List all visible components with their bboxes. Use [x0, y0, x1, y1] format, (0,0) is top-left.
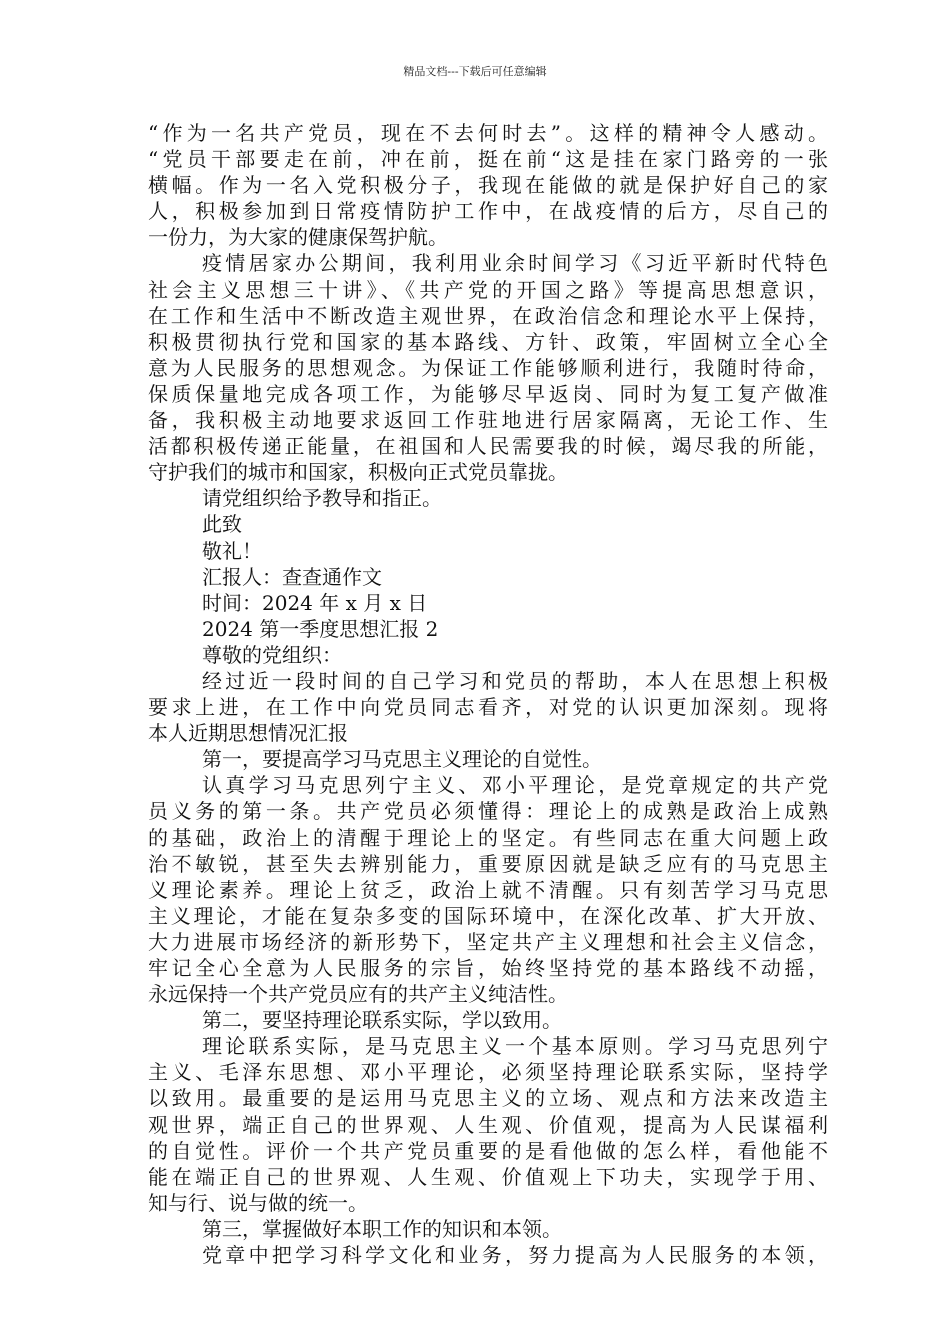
text-line: 此致	[202, 512, 242, 537]
text-line: 社会主义思想三十讲》、《共产党的开国之路》等提高思想意识，	[148, 277, 828, 302]
text-line: 汇报人：查查通作文	[202, 564, 382, 589]
text-line: 能在端正自己的世界观、人生观、价值观上下功夫，实现学于用、	[148, 1164, 828, 1189]
text-line: 尊敬的党组织：	[202, 642, 342, 667]
text-line: 牢记全心全意为人民服务的宗旨，始终坚持党的基本路线不动摇，	[148, 956, 828, 980]
text-line: “党员干部要走在前，冲在前，挺在前“这是挂在家门路旁的一张	[148, 147, 828, 172]
text-line: 活都积极传递正能量，在祖国和人民需要我的时候，竭尽我的所能，	[148, 434, 828, 459]
text-line: 永远保持一个共产党员应有的共产主义纯洁性。	[148, 982, 568, 1007]
text-line: 主义、毛泽东思想、邓小平理论，必须坚持理论联系实际，坚持学	[148, 1060, 828, 1085]
page-header: 精品文档---下载后可任意编辑	[403, 65, 547, 78]
text-line: 守护我们的城市和国家，积极向正式党员靠拢。	[148, 460, 568, 485]
text-line: 横幅。作为一名入党积极分子，我现在能做的就是保护好自己的家	[148, 173, 828, 198]
text-line: 义理论素养。理论上贫乏，政治上就不清醒。只有刻苦学习马克思	[148, 877, 828, 902]
text-line: “作为一名共产党员，现在不去何时去”。这样的精神令人感动。	[148, 121, 828, 145]
text-line: 2024 第一季度思想汇报 2	[202, 616, 439, 641]
text-line: 知与行、说与做的统一。	[148, 1190, 368, 1215]
text-line: 保质保量地完成各项工作，为能够尽早返岗、同时为复工复产做准	[148, 381, 828, 406]
text-line: 备，我积极主动地要求返回工作驻地进行居家隔离，无论工作、生	[148, 408, 828, 433]
text-line: 敬礼！	[202, 538, 262, 563]
text-line: 治不敏锐，甚至失去辨别能力，重要原因就是缺乏应有的马克思主	[148, 851, 828, 876]
text-line: 以致用。最重要的是运用马克思主义的立场、观点和方法来改造主	[148, 1086, 828, 1111]
text-line: 第三，掌握做好本职工作的知识和本领。	[202, 1216, 562, 1241]
text-line: 疫情居家办公期间，我利用业余时间学习《习近平新时代特色	[202, 251, 828, 276]
text-line: 一份力，为大家的健康保驾护航。	[148, 225, 448, 250]
text-line: 第一，要提高学习马克思主义理论的自觉性。	[202, 747, 602, 772]
text-line: 要求上进，在工作中向党员同志看齐，对党的认识更加深刻。现将	[148, 695, 828, 720]
text-line: 意为人民服务的思想观念。为保证工作能够顺利进行，我随时待命，	[148, 355, 828, 380]
text-line: 请党组织给予教导和指正。	[202, 486, 442, 511]
text-line: 员义务的第一条。共产党员必须懂得：理论上的成熟是政治上成熟	[148, 799, 828, 824]
text-line: 的基础，政治上的清醒于理论上的坚定。有些同志在重大问题上政	[148, 825, 828, 850]
text-line: 理论联系实际，是马克思主义一个基本原则。学习马克思列宁	[202, 1034, 828, 1059]
text-line: 积极贯彻执行党和国家的基本路线、方针、政策，牢固树立全心全	[148, 329, 828, 354]
document-body	[148, 120, 828, 1268]
text-line: 大力进展市场经济的新形势下，坚定共产主义理想和社会主义信念，	[148, 929, 828, 954]
text-line: 时间：2024 年 x 月 x 日	[202, 590, 428, 615]
text-line: 观世界，端正自己的世界观、人生观、价值观，提高为人民谋福利	[148, 1112, 828, 1137]
text-line: 人，积极参加到日常疫情防护工作中，在战疫情的后方，尽自己的	[148, 199, 828, 224]
text-line: 主义理论，才能在复杂多变的国际环境中，在深化改革、扩大开放、	[148, 903, 828, 928]
text-line: 党章中把学习科学文化和业务，努力提高为人民服务的本领，	[202, 1243, 828, 1268]
text-line: 认真学习马克思列宁主义、邓小平理论，是党章规定的共产党	[202, 773, 828, 798]
text-line: 经过近一段时间的自己学习和党员的帮助，本人在思想上积极	[202, 668, 828, 693]
text-line: 在工作和生活中不断改造主观世界，在政治信念和理论水平上保持，	[148, 303, 828, 328]
text-line: 本人近期思想情况汇报	[148, 721, 348, 746]
text-line: 第二，要坚持理论联系实际，学以致用。	[202, 1008, 562, 1033]
text-line: 的自觉性。评价一个共产党员重要的是看他做的怎么样，看他能不	[148, 1138, 828, 1163]
